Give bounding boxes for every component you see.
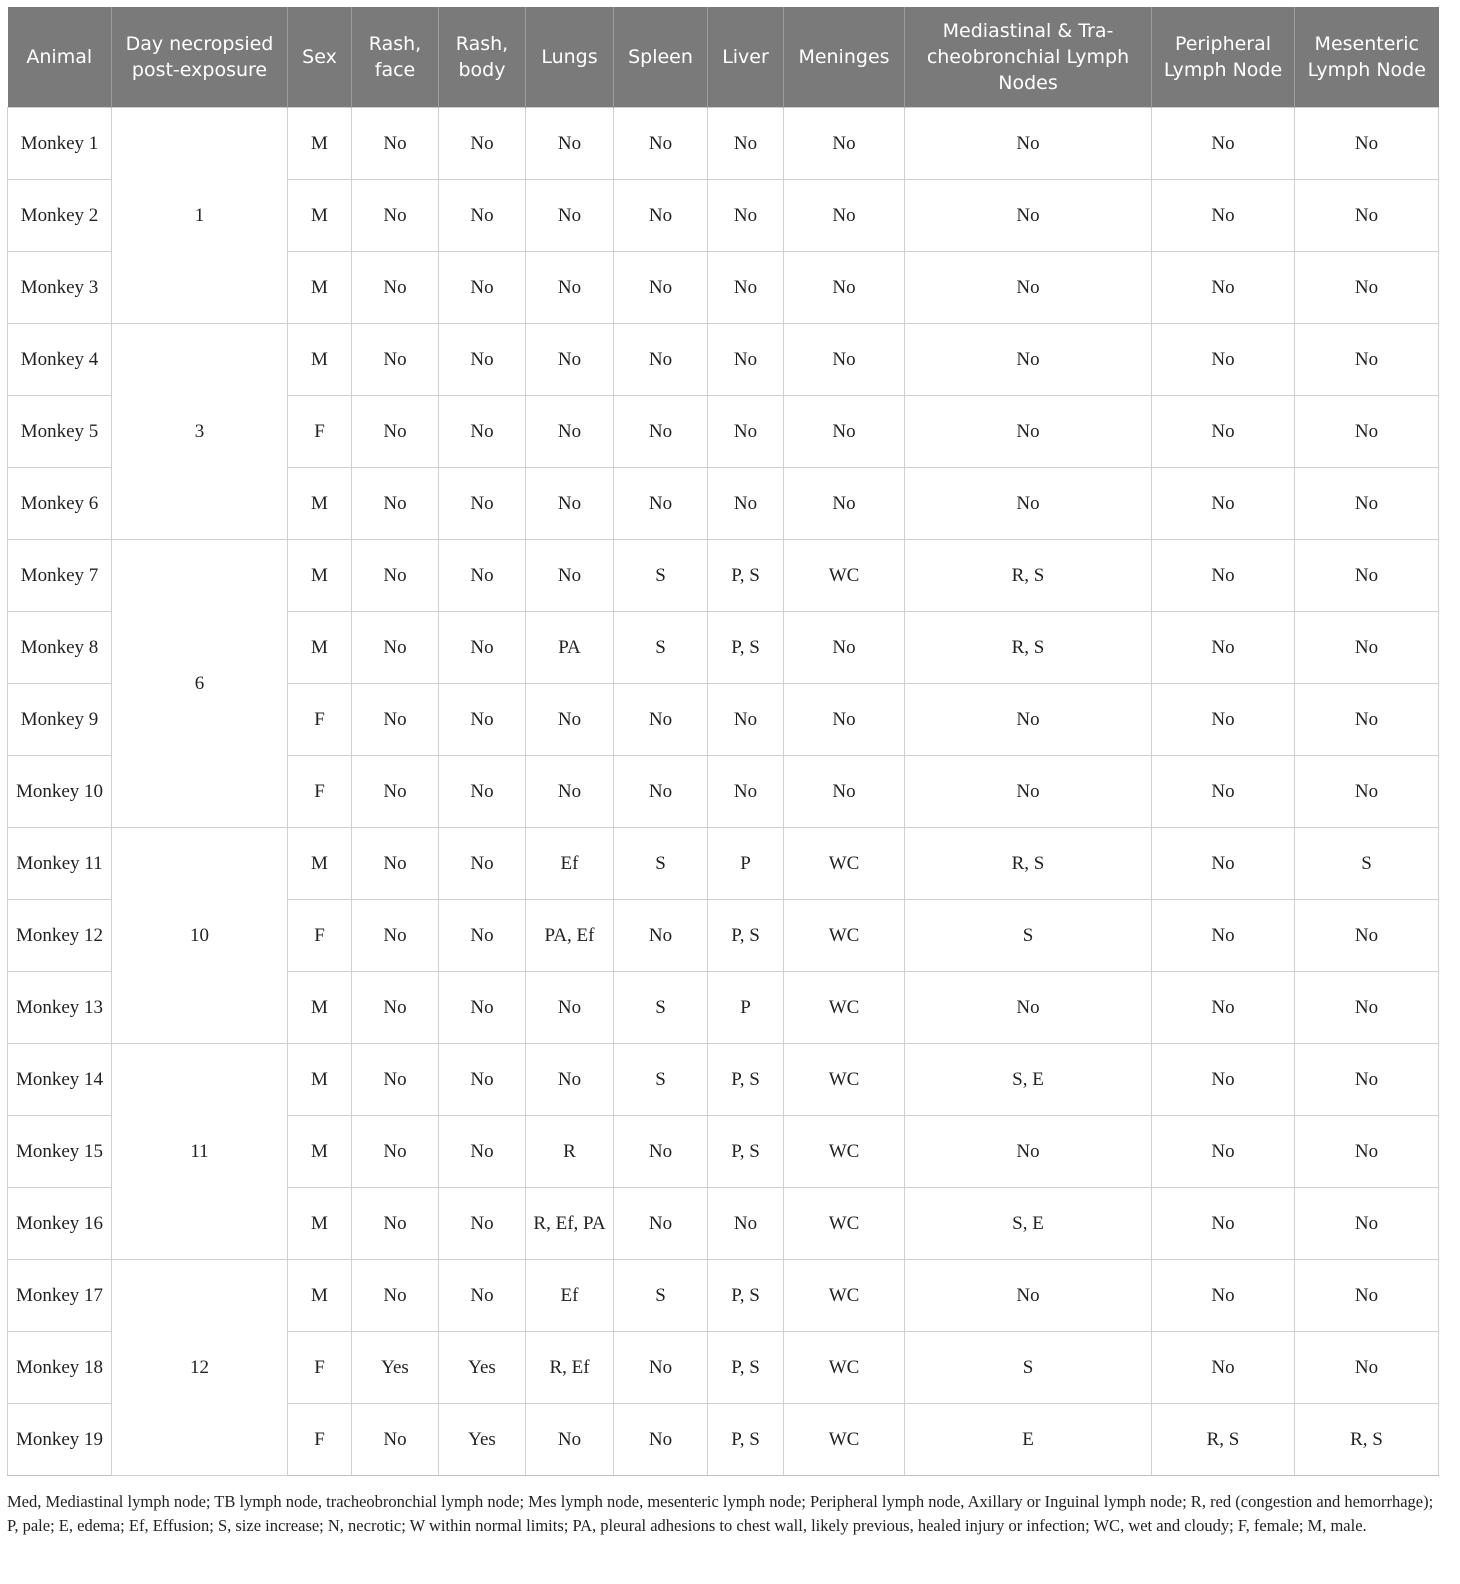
rash-body-cell: No	[439, 396, 526, 468]
lungs-cell: No	[526, 540, 614, 612]
meninges-cell: WC	[784, 1044, 905, 1116]
mediastinal-tb-lymph-cell: R, S	[905, 828, 1152, 900]
spleen-cell: S	[614, 612, 708, 684]
header-meninges: Meninges	[784, 7, 905, 108]
mesenteric-lymph-cell: No	[1295, 396, 1439, 468]
liver-cell: No	[708, 756, 784, 828]
sex-cell: M	[288, 972, 352, 1044]
animal-cell: Monkey 13	[8, 972, 112, 1044]
meninges-cell: No	[784, 108, 905, 180]
rash-body-cell: No	[439, 1188, 526, 1260]
meninges-cell: WC	[784, 1116, 905, 1188]
mesenteric-lymph-cell: No	[1295, 1260, 1439, 1332]
sex-cell: F	[288, 756, 352, 828]
mesenteric-lymph-cell: No	[1295, 1044, 1439, 1116]
mediastinal-tb-lymph-cell: No	[905, 396, 1152, 468]
peripheral-lymph-cell: No	[1152, 468, 1295, 540]
rash-face-cell: No	[352, 180, 439, 252]
liver-cell: P	[708, 828, 784, 900]
sex-cell: M	[288, 180, 352, 252]
rash-face-cell: No	[352, 108, 439, 180]
peripheral-lymph-cell: No	[1152, 1116, 1295, 1188]
day-necropsied-cell: 6	[112, 540, 288, 828]
animal-cell: Monkey 16	[8, 1188, 112, 1260]
meninges-cell: No	[784, 612, 905, 684]
meninges-cell: WC	[784, 1404, 905, 1476]
header-sex: Sex	[288, 7, 352, 108]
mediastinal-tb-lymph-cell: No	[905, 684, 1152, 756]
mediastinal-tb-lymph-cell: No	[905, 468, 1152, 540]
lungs-cell: No	[526, 180, 614, 252]
peripheral-lymph-cell: No	[1152, 612, 1295, 684]
table-body	[8, 108, 1439, 1476]
liver-cell: No	[708, 108, 784, 180]
liver-cell: P, S	[708, 1332, 784, 1404]
sex-cell: M	[288, 1188, 352, 1260]
rash-face-cell: No	[352, 1044, 439, 1116]
lungs-cell: No	[526, 108, 614, 180]
rash-face-cell: No	[352, 828, 439, 900]
sex-cell: F	[288, 900, 352, 972]
mesenteric-lymph-cell: No	[1295, 324, 1439, 396]
peripheral-lymph-cell: No	[1152, 252, 1295, 324]
mesenteric-lymph-cell: No	[1295, 612, 1439, 684]
spleen-cell: No	[614, 1332, 708, 1404]
header-peripheral-lymph-node: Peripheral Lymph Node	[1152, 7, 1295, 108]
sex-cell: M	[288, 108, 352, 180]
animal-cell: Monkey 17	[8, 1260, 112, 1332]
liver-cell: No	[708, 1188, 784, 1260]
peripheral-lymph-cell: No	[1152, 396, 1295, 468]
liver-cell: P, S	[708, 1404, 784, 1476]
peripheral-lymph-cell: No	[1152, 828, 1295, 900]
rash-body-cell: No	[439, 1116, 526, 1188]
lungs-cell: Ef	[526, 828, 614, 900]
header-lungs: Lungs	[526, 7, 614, 108]
liver-cell: No	[708, 324, 784, 396]
day-necropsied-cell: 3	[112, 324, 288, 540]
liver-cell: P, S	[708, 1260, 784, 1332]
lungs-cell: No	[526, 756, 614, 828]
mesenteric-lymph-cell: No	[1295, 540, 1439, 612]
animal-cell: Monkey 14	[8, 1044, 112, 1116]
meninges-cell: WC	[784, 972, 905, 1044]
header-row	[8, 7, 1439, 108]
spleen-cell: S	[614, 1260, 708, 1332]
mesenteric-lymph-cell: No	[1295, 1188, 1439, 1260]
mediastinal-tb-lymph-cell: No	[905, 252, 1152, 324]
necropsy-findings-table-container	[7, 7, 1438, 1476]
animal-cell: Monkey 7	[8, 540, 112, 612]
rash-face-cell: No	[352, 1404, 439, 1476]
rash-face-cell: No	[352, 468, 439, 540]
animal-cell: Monkey 19	[8, 1404, 112, 1476]
rash-face-cell: No	[352, 1188, 439, 1260]
rash-face-cell: No	[352, 540, 439, 612]
spleen-cell: No	[614, 1404, 708, 1476]
liver-cell: P	[708, 972, 784, 1044]
peripheral-lymph-cell: No	[1152, 108, 1295, 180]
sex-cell: M	[288, 324, 352, 396]
peripheral-lymph-cell: No	[1152, 972, 1295, 1044]
spleen-cell: S	[614, 972, 708, 1044]
necropsy-findings-table	[7, 7, 1439, 1476]
liver-cell: No	[708, 684, 784, 756]
liver-cell: No	[708, 252, 784, 324]
mesenteric-lymph-cell: No	[1295, 468, 1439, 540]
peripheral-lymph-cell: R, S	[1152, 1404, 1295, 1476]
header-liver: Liver	[708, 7, 784, 108]
rash-face-cell: No	[352, 612, 439, 684]
table-row	[8, 1260, 1439, 1332]
liver-cell: P, S	[708, 540, 784, 612]
mesenteric-lymph-cell: No	[1295, 108, 1439, 180]
header-animal: Animal	[8, 7, 112, 108]
sex-cell: M	[288, 252, 352, 324]
header-day-necropsied: Day necropsied post-exposure	[112, 7, 288, 108]
peripheral-lymph-cell: No	[1152, 1260, 1295, 1332]
peripheral-lymph-cell: No	[1152, 1332, 1295, 1404]
rash-face-cell: No	[352, 324, 439, 396]
mediastinal-tb-lymph-cell: R, S	[905, 612, 1152, 684]
mesenteric-lymph-cell: No	[1295, 684, 1439, 756]
mediastinal-tb-lymph-cell: No	[905, 108, 1152, 180]
lungs-cell: No	[526, 972, 614, 1044]
sex-cell: F	[288, 1404, 352, 1476]
mediastinal-tb-lymph-cell: No	[905, 756, 1152, 828]
meninges-cell: WC	[784, 1188, 905, 1260]
meninges-cell: No	[784, 324, 905, 396]
meninges-cell: No	[784, 468, 905, 540]
liver-cell: P, S	[708, 1116, 784, 1188]
animal-cell: Monkey 8	[8, 612, 112, 684]
rash-face-cell: No	[352, 684, 439, 756]
rash-face-cell: No	[352, 756, 439, 828]
rash-body-cell: No	[439, 684, 526, 756]
spleen-cell: No	[614, 324, 708, 396]
spleen-cell: No	[614, 252, 708, 324]
day-necropsied-cell: 10	[112, 828, 288, 1044]
mediastinal-tb-lymph-cell: No	[905, 324, 1152, 396]
lungs-cell: No	[526, 468, 614, 540]
sex-cell: F	[288, 684, 352, 756]
rash-body-cell: No	[439, 1044, 526, 1116]
sex-cell: F	[288, 1332, 352, 1404]
header-rash-face: Rash, face	[352, 7, 439, 108]
table-row	[8, 540, 1439, 612]
lungs-cell: No	[526, 252, 614, 324]
header-mesenteric-lymph-node: Mesenteric Lymph Node	[1295, 7, 1439, 108]
peripheral-lymph-cell: No	[1152, 540, 1295, 612]
meninges-cell: No	[784, 396, 905, 468]
animal-cell: Monkey 18	[8, 1332, 112, 1404]
rash-body-cell: No	[439, 1260, 526, 1332]
meninges-cell: WC	[784, 540, 905, 612]
meninges-cell: WC	[784, 1332, 905, 1404]
lungs-cell: R, Ef	[526, 1332, 614, 1404]
animal-cell: Monkey 3	[8, 252, 112, 324]
animal-cell: Monkey 9	[8, 684, 112, 756]
lungs-cell: R	[526, 1116, 614, 1188]
animal-cell: Monkey 15	[8, 1116, 112, 1188]
mediastinal-tb-lymph-cell: S, E	[905, 1188, 1152, 1260]
mesenteric-lymph-cell: No	[1295, 756, 1439, 828]
mesenteric-lymph-cell: No	[1295, 1116, 1439, 1188]
rash-face-cell: No	[352, 900, 439, 972]
spleen-cell: S	[614, 828, 708, 900]
lungs-cell: No	[526, 1404, 614, 1476]
animal-cell: Monkey 12	[8, 900, 112, 972]
mesenteric-lymph-cell: No	[1295, 180, 1439, 252]
sex-cell: M	[288, 1260, 352, 1332]
lungs-cell: No	[526, 1044, 614, 1116]
sex-cell: M	[288, 468, 352, 540]
header-mediastinal-tracheobronchial-lymph-nodes: Mediastinal & Tra-cheobronchial Lymph Nodes	[905, 7, 1152, 108]
table-row	[8, 324, 1439, 396]
spleen-cell: No	[614, 756, 708, 828]
mediastinal-tb-lymph-cell: No	[905, 180, 1152, 252]
meninges-cell: WC	[784, 828, 905, 900]
meninges-cell: WC	[784, 1260, 905, 1332]
spleen-cell: No	[614, 684, 708, 756]
rash-body-cell: No	[439, 756, 526, 828]
spleen-cell: No	[614, 1188, 708, 1260]
rash-face-cell: No	[352, 396, 439, 468]
rash-face-cell: No	[352, 1116, 439, 1188]
animal-cell: Monkey 6	[8, 468, 112, 540]
spleen-cell: No	[614, 468, 708, 540]
animal-cell: Monkey 2	[8, 180, 112, 252]
liver-cell: No	[708, 468, 784, 540]
rash-body-cell: No	[439, 324, 526, 396]
liver-cell: No	[708, 396, 784, 468]
peripheral-lymph-cell: No	[1152, 684, 1295, 756]
liver-cell: P, S	[708, 612, 784, 684]
table-footnote: Med, Mediastinal lymph node; TB lymph node, tracheobronchial lymph node; Mes lymph node, mesenteric lymph node; Peripheral lymph node, Axillary or Inguinal lymph node; R, red (congestion and hemorrhage); P, pale; E, edema; Ef, Effusion; S, size increase; N, necrotic; W within normal limits; PA, pleural adhesions to chest wall, likely previous, healed injury or infection; WC, wet and cloudy; F, female; M, male.	[7, 1492, 1434, 1535]
spleen-cell: No	[614, 180, 708, 252]
spleen-cell: S	[614, 540, 708, 612]
sex-cell: F	[288, 396, 352, 468]
mesenteric-lymph-cell: No	[1295, 1332, 1439, 1404]
peripheral-lymph-cell: No	[1152, 180, 1295, 252]
mesenteric-lymph-cell: No	[1295, 900, 1439, 972]
sex-cell: M	[288, 540, 352, 612]
peripheral-lymph-cell: No	[1152, 756, 1295, 828]
mediastinal-tb-lymph-cell: No	[905, 1116, 1152, 1188]
peripheral-lymph-cell: No	[1152, 1044, 1295, 1116]
rash-body-cell: No	[439, 180, 526, 252]
animal-cell: Monkey 5	[8, 396, 112, 468]
spleen-cell: No	[614, 900, 708, 972]
rash-body-cell: Yes	[439, 1404, 526, 1476]
liver-cell: No	[708, 180, 784, 252]
rash-face-cell: Yes	[352, 1332, 439, 1404]
lungs-cell: R, Ef, PA	[526, 1188, 614, 1260]
day-necropsied-cell: 11	[112, 1044, 288, 1260]
sex-cell: M	[288, 1044, 352, 1116]
rash-body-cell: No	[439, 540, 526, 612]
rash-body-cell: No	[439, 612, 526, 684]
mediastinal-tb-lymph-cell: R, S	[905, 540, 1152, 612]
meninges-cell: WC	[784, 900, 905, 972]
mediastinal-tb-lymph-cell: No	[905, 972, 1152, 1044]
rash-body-cell: No	[439, 252, 526, 324]
lungs-cell: PA, Ef	[526, 900, 614, 972]
rash-body-cell: No	[439, 900, 526, 972]
sex-cell: M	[288, 612, 352, 684]
animal-cell: Monkey 11	[8, 828, 112, 900]
meninges-cell: No	[784, 756, 905, 828]
header-rash-body: Rash, body	[439, 7, 526, 108]
mediastinal-tb-lymph-cell: E	[905, 1404, 1152, 1476]
mediastinal-tb-lymph-cell: No	[905, 1260, 1152, 1332]
lungs-cell: No	[526, 396, 614, 468]
mediastinal-tb-lymph-cell: S, E	[905, 1044, 1152, 1116]
sex-cell: M	[288, 1116, 352, 1188]
meninges-cell: No	[784, 252, 905, 324]
rash-body-cell: No	[439, 828, 526, 900]
rash-face-cell: No	[352, 1260, 439, 1332]
lungs-cell: No	[526, 684, 614, 756]
rash-face-cell: No	[352, 252, 439, 324]
rash-body-cell: No	[439, 468, 526, 540]
table-row	[8, 1044, 1439, 1116]
liver-cell: P, S	[708, 1044, 784, 1116]
rash-face-cell: No	[352, 972, 439, 1044]
liver-cell: P, S	[708, 900, 784, 972]
spleen-cell: S	[614, 1044, 708, 1116]
peripheral-lymph-cell: No	[1152, 324, 1295, 396]
day-necropsied-cell: 1	[112, 108, 288, 324]
lungs-cell: PA	[526, 612, 614, 684]
mesenteric-lymph-cell: No	[1295, 972, 1439, 1044]
mediastinal-tb-lymph-cell: S	[905, 1332, 1152, 1404]
rash-body-cell: No	[439, 108, 526, 180]
animal-cell: Monkey 4	[8, 324, 112, 396]
mesenteric-lymph-cell: No	[1295, 252, 1439, 324]
table-row	[8, 828, 1439, 900]
spleen-cell: No	[614, 396, 708, 468]
lungs-cell: Ef	[526, 1260, 614, 1332]
rash-body-cell: No	[439, 972, 526, 1044]
sex-cell: M	[288, 828, 352, 900]
spleen-cell: No	[614, 108, 708, 180]
table-row	[8, 108, 1439, 180]
mesenteric-lymph-cell: S	[1295, 828, 1439, 900]
animal-cell: Monkey 10	[8, 756, 112, 828]
mesenteric-lymph-cell: R, S	[1295, 1404, 1439, 1476]
peripheral-lymph-cell: No	[1152, 900, 1295, 972]
spleen-cell: No	[614, 1116, 708, 1188]
header-spleen: Spleen	[614, 7, 708, 108]
day-necropsied-cell: 12	[112, 1260, 288, 1476]
lungs-cell: No	[526, 324, 614, 396]
table-header	[8, 7, 1439, 108]
meninges-cell: No	[784, 684, 905, 756]
meninges-cell: No	[784, 180, 905, 252]
mediastinal-tb-lymph-cell: S	[905, 900, 1152, 972]
animal-cell: Monkey 1	[8, 108, 112, 180]
peripheral-lymph-cell: No	[1152, 1188, 1295, 1260]
rash-body-cell: Yes	[439, 1332, 526, 1404]
